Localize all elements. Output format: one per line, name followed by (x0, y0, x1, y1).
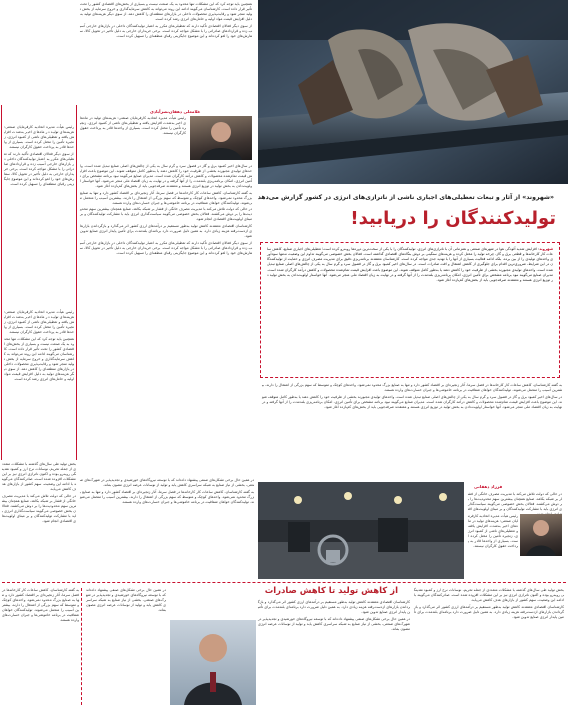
person-icon (190, 116, 252, 160)
bottom-far-left-column (2, 588, 82, 705)
lead-text-2: در سال‌های اخیر کمبود برق و گاز در فصول سرد و گرم سال به یکی از چالش‌های اصلی صنایع تبدیل شده است. واحدهای تولیدی مجبورند بخشی از ظرفیت خود را کاهش دهند یا به‌طور کامل متوقف شوند. این موضوع باعث افزایش قیمت تمام‌شده محصولات و کاهش درآمد کارگران شده است. مدیران صنایع می‌گویند نبود برنامه مشخص برای تأمین انرژی، امکان برنامه‌ریزی بلندمدت را از آنها گرفته و در نهایت به زیان اقتصاد ملی منجر می‌شود. آنها خواستار اولویت‌دادن به بخش تولید در توزیع انرژی هستند و معتقدند صرفه‌جویی باید از بخش‌های کم‌بازده آغاز شود. (267, 262, 553, 282)
interview-intro-paragraph: رئیس هیأت مدیره اتحادیه کارفرمایان صنعتی: هزینه‌های تولید در ماه‌های اخیر به‌شدت افزایش یافته و تعطیلی‌های ناشی از کمبود انرژی، زنجیره تأمین را مختل کرده است. بسیاری از واحدها قادر به پرداخت حقوق کارگران نیستند. (80, 116, 186, 136)
lower-right-column (262, 383, 562, 477)
headline: تولیدکنندگان را دریابید! (350, 208, 556, 229)
top-mid-paragraph: همچنین باید توجه کرد که این مشکلات تنها محدود به یک صنعت نیست و بسیاری از بخش‌های اقتصادی کشور را تحت تأثیر قرار داده است. کارشناسان می‌گویند ادامه این روند می‌تواند به کاهش سرمایه‌گذاری و خروج سرمایه از بخش تولید منجر شود و رقابت‌پذیری محصولات داخلی در بازارهای منطقه‌ای را کاهش دهد. از سوی دیگر هزینه‌های تولید به دلیل افزایش قیمت مواد اولیه و حامل‌های انرژی رشد کرده است. (80, 2, 252, 22)
far-left-paragraph-2: در حالی که دولت تلاش می‌کند با مدیریت مصرف خانگی از فشار بر شبکه بکاهد، صنایع همچنان بیشترین سهم محدودیت‌ها را بر دوش می‌کشند. فعالان بخش خصوصی می‌گویند سیاست‌گذاری انرژی باید با مشارکت تولیدکنندگان و بر مبنای اولویت‌های اقتصادی انجام شود. (2, 493, 76, 524)
bottom-subhead: از کاهش تولید تا کاهش صادرات (264, 586, 398, 596)
sidebar-paragraph-2: از سوی دیگر فعالان اقتصادی تأکید دارند که تعطیلی‌های مکرر به اعتبار تولیدکنندگان داخلی در بازارهای خارجی آسیب زده و قراردادهای صادراتی را با مشکل مواجه کرده است. برخی خریداران خارجی به دلیل تأخیر در تحویل کالا، سفارش‌های خود را لغو کرده‌اند و این موضوع جایگزینی رقبای منطقه‌ای را تسهیل کرده است. (4, 151, 74, 187)
factory-photo (258, 482, 464, 579)
interviewee-portrait (190, 116, 252, 160)
middle-paragraph-3: در حالی که دولت تلاش می‌کند با مدیریت مصرف خانگی از فشار بر شبکه بکاهد، صنایع همچنان بیشترین سهم محدودیت‌ها را بر دوش می‌کشند. فعالان بخش خصوصی می‌گویند سیاست‌گذاری انرژی باید با مشارکت تولیدکنندگان و بر مبنای اولویت‌های اقتصادی انجام شود. (80, 207, 252, 222)
middle-paragraph-1: در سال‌های اخیر کمبود برق و گاز در فصول سرد و گرم سال به یکی از چالش‌های اصلی صنایع تبدیل شده است. واحدهای تولیدی مجبورند بخشی از ظرفیت خود را کاهش دهند یا به‌طور کامل متوقف شوند. این موضوع باعث افزایش قیمت تمام‌شده محصولات و کاهش درآمد کارگران شده است. مدیران صنایع می‌گویند نبود برنامه مشخص برای تأمین انرژی، امکان برنامه‌ریزی بلندمدت را از آنها گرفته و در نهایت به زیان اقتصاد ملی منجر می‌شود. آنها خواستار اولویت‌دادن به بخش تولید در توزیع انرژی هستند و معتقدند صرفه‌جویی باید از بخش‌های کم‌بازده آغاز شود. (80, 164, 252, 189)
lead-box: شهروند: افزایش شدید آلودگی هوا در شهرهای صنعتی و همزمانی آن با ناترازی‌های انرژی، تولیدکنندگان را با یکی از سخت‌ترین دوره‌ها روبه‌رو کرده است؛ تعطیلی‌های اجباری صنایع، کاهش ساعات کار کارخانه‌ها و قطعی برق و گاز، چرخه تولید را مختل کرده و هزینه‌های سنگینی بر دوش بنگاه‌های اقتصادی گذاشته است. فعالان بخش خصوصی می‌گویند تداوم این وضعیت نه‌تنها سودآوری واحدهای تولیدی را از بین برده، بلکه ادامه فعالیت بسیاری از آنها را با تهدید جدی مواجه کرده است. کارشناسان معتقدند برنامه‌ریزی دقیق برای مدیریت مصرف انرژی و حمایت از تولیدکنندگان در این شرایط، ضروری‌ترین اقدام برای جلوگیری از کاهش اشتغال و افت صادرات است. در سال‌های اخیر کمبود برق و گاز در فصول سرد و گرم سال به یکی از چالش‌های اصلی صنایع تبدیل شده است. واحدهای تولیدی مجبورند بخشی از ظرفیت خود را کاهش دهند یا به‌طور کامل متوقف شوند. این موضوع باعث افزایش قیمت تمام‌شده محصولات و کاهش درآمد کارگران شده است. مدیران صنایع می‌گویند نبود برنامه مشخص برای تأمین انرژی، امکان برنامه‌ریزی بلندمدت را از آنها گرفته و در نهایت به زیان اقتصاد ملی منجر می‌شود. آنها خواستار اولویت‌دادن به بخش تولید در توزیع انرژی هستند و معتقدند صرفه‌جویی باید از بخش‌های کم‌بازده آغاز شود. (260, 242, 560, 378)
bottom-portrait (170, 620, 256, 705)
interview-intro (80, 116, 186, 162)
sidebar-column-bottom (4, 310, 74, 455)
bottom-left-paragraph: در همین حال برخی تشکل‌های صنفی پیشنهاد داده‌اند که با توسعه نیروگاه‌های خورشیدی و تجدیدپذیر در شهرک‌های صنعتی، بخشی از نیاز صنایع به شبکه سراسری کاهش یابد و تولید از نوسانات عرضه انرژی مصون بماند. (86, 588, 166, 613)
sidebar-paragraph: رئیس هیأت مدیره اتحادیه کارفرمایان صنعتی: هزینه‌های تولید در ماه‌های اخیر به‌شدت افزایش یافته و تعطیلی‌های ناشی از کمبود انرژی، زنجیره تأمین را مختل کرده است. بسیاری از واحدها قادر به پرداخت حقوق کارگران نیستند. (4, 125, 74, 150)
second-side-paragraph: رئیس هیأت مدیره اتحادیه کارفرمایان صنعتی: هزینه‌های تولید در ماه‌های اخیر به‌شدت افزایش یافته و تعطیلی‌های ناشی از کمبود انرژی، زنجیره تأمین را مختل کرده است. بسیاری از واحدها قادر به پرداخت حقوق کارگران نیستند. (468, 514, 518, 549)
person-icon-3 (170, 620, 256, 705)
hero-photo (258, 0, 568, 184)
interviewee-caption: غلامعلی دهقان‌نصرآبادی (150, 109, 201, 114)
sidebar-paragraph-3: رئیس هیأت مدیره اتحادیه کارفرمایان صنعتی: هزینه‌های تولید در ماه‌های اخیر به‌شدت افزایش یافته و تعطیلی‌های ناشی از کمبود انرژی، زنجیره تأمین را مختل کرده است. بسیاری از واحدها قادر به پرداخت حقوق کارگران نیستند. (4, 310, 74, 335)
middle-paragraph-5: از سوی دیگر فعالان اقتصادی تأکید دارند که تعطیلی‌های مکرر به اعتبار تولیدکنندگان داخلی در بازارهای خارجی آسیب زده و قراردادهای صادراتی را با مشکل مواجه کرده است. برخی خریداران خارجی به دلیل تأخیر در تحویل کالا، سفارش‌های خود را لغو کرده‌اند و این موضوع جایگزینی رقبای منطقه‌ای را تسهیل کرده است. (80, 240, 252, 255)
section-divider (2, 582, 566, 583)
middle-paragraph-2: به گفته کارشناسان، کاهش ساعات کار کارخانه‌ها در فصل سرما، آثار زنجیره‌ای بر اقتصاد کشور دارد و تنها به صنایع بزرگ محدود نمی‌شود. واحدهای کوچک و متوسط که سهم بزرگی از اشتغال را دارند، بیشترین آسیب را متحمل می‌شوند. تولیدکنندگان خواهان شفافیت در برنامه خاموشی‌ها و جبران خسارت‌های وارده هستند. (80, 190, 252, 205)
lead-tag: شهروند (539, 247, 554, 251)
sidebar-box (1, 105, 77, 460)
second-portrait (520, 514, 562, 556)
sidebar-column-top (4, 125, 74, 273)
lower-right-paragraph-2: در سال‌های اخیر کمبود برق و گاز در فصول سرد و گرم سال به یکی از چالش‌های اصلی صنایع تبدیل شده است. واحدهای تولیدی مجبورند بخشی از ظرفیت خود را کاهش دهند یا به‌طور کامل متوقف شوند. این موضوع باعث افزایش قیمت تمام‌شده محصولات و کاهش درآمد کارگران شده است. مدیران صنایع می‌گویند نبود برنامه مشخص برای تأمین انرژی، امکان برنامه‌ریزی بلندمدت را از آنها گرفته و در نهایت به زیان اقتصاد ملی منجر می‌شود. آنها خواستار اولویت‌دادن به بخش تولید در توزیع انرژی هستند و معتقدند صرفه‌جویی باید از بخش‌های کم‌بازده آغاز شود. (262, 394, 562, 409)
bottom-far-left-paragraph: به گفته کارشناسان، کاهش ساعات کار کارخانه‌ها در فصل سرما، آثار زنجیره‌ای بر اقتصاد کشور دارد و تنها به صنایع بزرگ محدود نمی‌شود. واحدهای کوچک و متوسط که سهم بزرگی از اشتغال را دارند، بیشترین آسیب را متحمل می‌شوند. تولیدکنندگان خواهان شفافیت در برنامه خاموشی‌ها و جبران خسارت‌های وارده هستند. (2, 588, 79, 623)
middle-paragraph-4: کارشناسان اقتصادی معتقدند کاهش تولید به‌طور مستقیم بر درآمدهای ارزی کشور اثر می‌گذارد و بازگرداندن بازارهای ازدست‌رفته هزینه زیادی دارد. به همین دلیل ضرورت دارد برنامه‌ای بلندمدت برای تأمین پایدار انرژی صنایع تدوین شود. (80, 224, 252, 239)
bottom-right-paragraph-2: کارشناسان اقتصادی معتقدند کاهش تولید به‌طور مستقیم بر درآمدهای ارزی کشور اثر می‌گذارد و بازگرداندن بازارهای ازدست‌رفته هزینه زیادی دارد. به همین دلیل ضرورت دارد برنامه‌ای بلندمدت برای تأمین پایدار انرژی صنایع تدوین شود. (414, 604, 564, 619)
top-mid-paragraph-2: از سوی دیگر فعالان اقتصادی تأکید دارند که تعطیلی‌های مکرر به اعتبار تولیدکنندگان داخلی در بازارهای خارجی آسیب زده و قراردادهای صادراتی را با مشکل مواجه کرده است. برخی خریداران خارجی به دلیل تأخیر در تحویل کالا، سفارش‌های خود را لغو کرده‌اند و این موضوع جایگزینی رقبای منطقه‌ای را تسهیل کرده است. (80, 23, 252, 38)
far-left-column (2, 462, 76, 578)
second-caption: فرزاد دهقانی (474, 484, 503, 489)
second-caption-text (468, 492, 562, 512)
second-side-text (468, 514, 518, 579)
bottom-mid-paragraph-2: در همین حال برخی تشکل‌های صنفی پیشنهاد داده‌اند که با توسعه نیروگاه‌های خورشیدی و تجدیدپذیر در شهرک‌های صنعتی، بخشی از نیاز صنایع به شبکه سراسری کاهش یابد و تولید از نوسانات عرضه انرژی مصون بماند. (258, 616, 410, 631)
person-icon-2 (520, 514, 562, 556)
bottom-mid-paragraph-1: کارشناسان اقتصادی معتقدند کاهش تولید به‌طور مستقیم بر درآمدهای ارزی کشور اثر می‌گذارد و بازگرداندن بازارهای ازدست‌رفته هزینه زیادی دارد. به همین دلیل ضرورت دارد برنامه‌ای بلندمدت برای تأمین پایدار انرژی صنایع تدوین شود. (258, 600, 410, 615)
kicker: «شهروند» از آثار و تبعات تعطیلی‌های اجباری ناشی از ناترازی‌های انرژی در کشور گزارش می‌دهد (257, 194, 554, 201)
factory-image (258, 482, 464, 579)
bottom-right-column (414, 588, 564, 705)
lower-left-paragraph-1: در همین حال برخی تشکل‌های صنفی پیشنهاد داده‌اند که با توسعه نیروگاه‌های خورشیدی و تجدیدپذیر در شهرک‌های صنعتی، بخشی از نیاز صنایع به شبکه سراسری کاهش یابد و تولید از نوسانات عرضه انرژی مصون بماند. (80, 478, 254, 488)
bottom-left-column (86, 588, 166, 648)
second-caption-paragraph: در حالی که دولت تلاش می‌کند با مدیریت مصرف خانگی از فشار بر شبکه بکاهد، صنایع همچنان بیشترین سهم محدودیت‌ها را بر دوش می‌کشند. فعالان بخش خصوصی می‌گویند سیاست‌گذاری انرژی باید با مشارکت تولیدکنندگان و بر مبنای اولویت‌های اقت (468, 492, 562, 512)
lower-left-column (80, 478, 254, 578)
gloves-image (258, 0, 568, 184)
bottom-right-paragraph-1: بخش تولید طی سال‌های گذشته با مشکلات متعددی از جمله تحریم، نوسانات نرخ ارز و کمبود نقدینگی روبه‌رو بوده و اکنون ناترازی انرژی نیز بر این مشکلات افزوده شده است. صادرکنندگان می‌گویند با ادامه این وضعیت، سهم کشور از بازارهای هدف کاهش می‌یابد. (414, 588, 564, 603)
lead-text: افزایش شدید آلودگی هوا در شهرهای صنعتی و همزمانی آن با ناترازی‌های انرژی، تولیدکنندگان را با یکی از سخت‌ترین دوره‌ها روبه‌رو کرده است؛ تعطیلی‌های اجباری صنایع، کاهش ساعات کار کارخانه‌ها و قطعی برق و گاز، چرخه تولید را مختل کرده و هزینه‌های سنگینی بر دوش بنگاه‌های اقتصادی گذاشته است. فعالان بخش خصوصی می‌گویند تداوم این وضعیت نه‌تنها سودآوری واحدهای تولیدی را از بین برده، بلکه ادامه فعالیت بسیاری از آنها را با تهدید جدی مواجه کرده است. کارشناسان معتقدند برنامه‌ریزی دقیق برای مدیریت مصرف انرژی و حمایت از تولیدکنندگان در این شرایط، ضروری‌ترین اقدام برای جلوگیری از کاهش اشتغال و افت صادرات است. (267, 247, 554, 267)
top-mid-column (80, 2, 252, 102)
sidebar-paragraph-4: همچنین باید توجه کرد که این مشکلات تنها محدود به یک صنعت نیست و بسیاری از بخش‌های اقتصادی کشور را تحت تأثیر قرار داده است. کارشناسان می‌گویند ادامه این روند می‌تواند به کاهش سرمایه‌گذاری و خروج سرمایه از بخش تولید منجر شود و رقابت‌پذیری محصولات داخلی در بازارهای منطقه‌ای را کاهش دهد. از سوی دیگر هزینه‌های تولید به دلیل افزایش قیمت مواد اولیه و حامل‌های انرژی رشد کرده است. (4, 336, 74, 382)
bottom-mid-column (258, 600, 410, 705)
lower-right-paragraph-1: به گفته کارشناسان، کاهش ساعات کار کارخانه‌ها در فصل سرما، آثار زنجیره‌ای بر اقتصاد کشور دارد و تنها به صنایع بزرگ محدود نمی‌شود. واحدهای کوچک و متوسط که سهم بزرگی از اشتغال را دارند، بیشترین آسیب را متحمل می‌شوند. تولیدکنندگان خواهان شفافیت در برنامه خاموشی‌ها و جبران خسارت‌های وارده هستند. (261, 383, 562, 393)
lower-left-paragraph-2: به گفته کارشناسان، کاهش ساعات کار کارخانه‌ها در فصل سرما، آثار زنجیره‌ای بر اقتصاد کشور دارد و تنها به صنایع بزرگ محدود نمی‌شود. واحدهای کوچک و متوسط که سهم بزرگی از اشتغال را دارند، بیشترین آسیب را متحمل می‌شوند. تولیدکنندگان خواهان شفافیت در برنامه خاموشی‌ها و جبران خسارت‌های وارده هستند. (80, 489, 254, 504)
far-left-paragraph-1: بخش تولید طی سال‌های گذشته با مشکلات متعددی از جمله تحریم، نوسانات نرخ ارز و کمبود نقدینگی روبه‌رو بوده و اکنون ناترازی انرژی نیز بر این مشکلات افزوده شده است. صادرکنندگان می‌گویند با ادامه این وضعیت، سهم کشور از بازارهای هدف کاهش می‌یابد. (2, 462, 76, 492)
middle-column (80, 164, 252, 476)
